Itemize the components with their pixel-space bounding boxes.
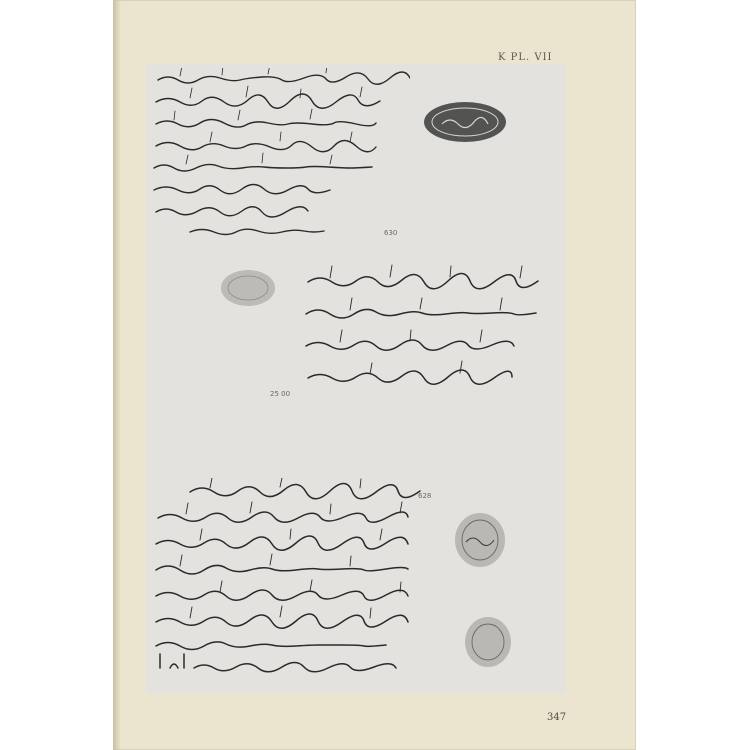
- figure-label-3: 628: [418, 492, 432, 500]
- figure-label-1: 630: [384, 229, 398, 237]
- figure-label-2: 25 00: [270, 390, 291, 398]
- manuscript-document-2: [300, 262, 570, 392]
- faint-seal-2: [218, 266, 278, 310]
- page-number: 347: [547, 712, 567, 723]
- plate-reference: K PL. VII: [498, 52, 553, 63]
- oval-seal-1: [420, 98, 510, 146]
- round-seal-3b: [462, 614, 514, 670]
- spine-shadow: [113, 0, 121, 750]
- manuscript-document-1: [150, 68, 410, 240]
- manuscript-document-3: [150, 478, 450, 674]
- round-seal-3a: [452, 510, 508, 570]
